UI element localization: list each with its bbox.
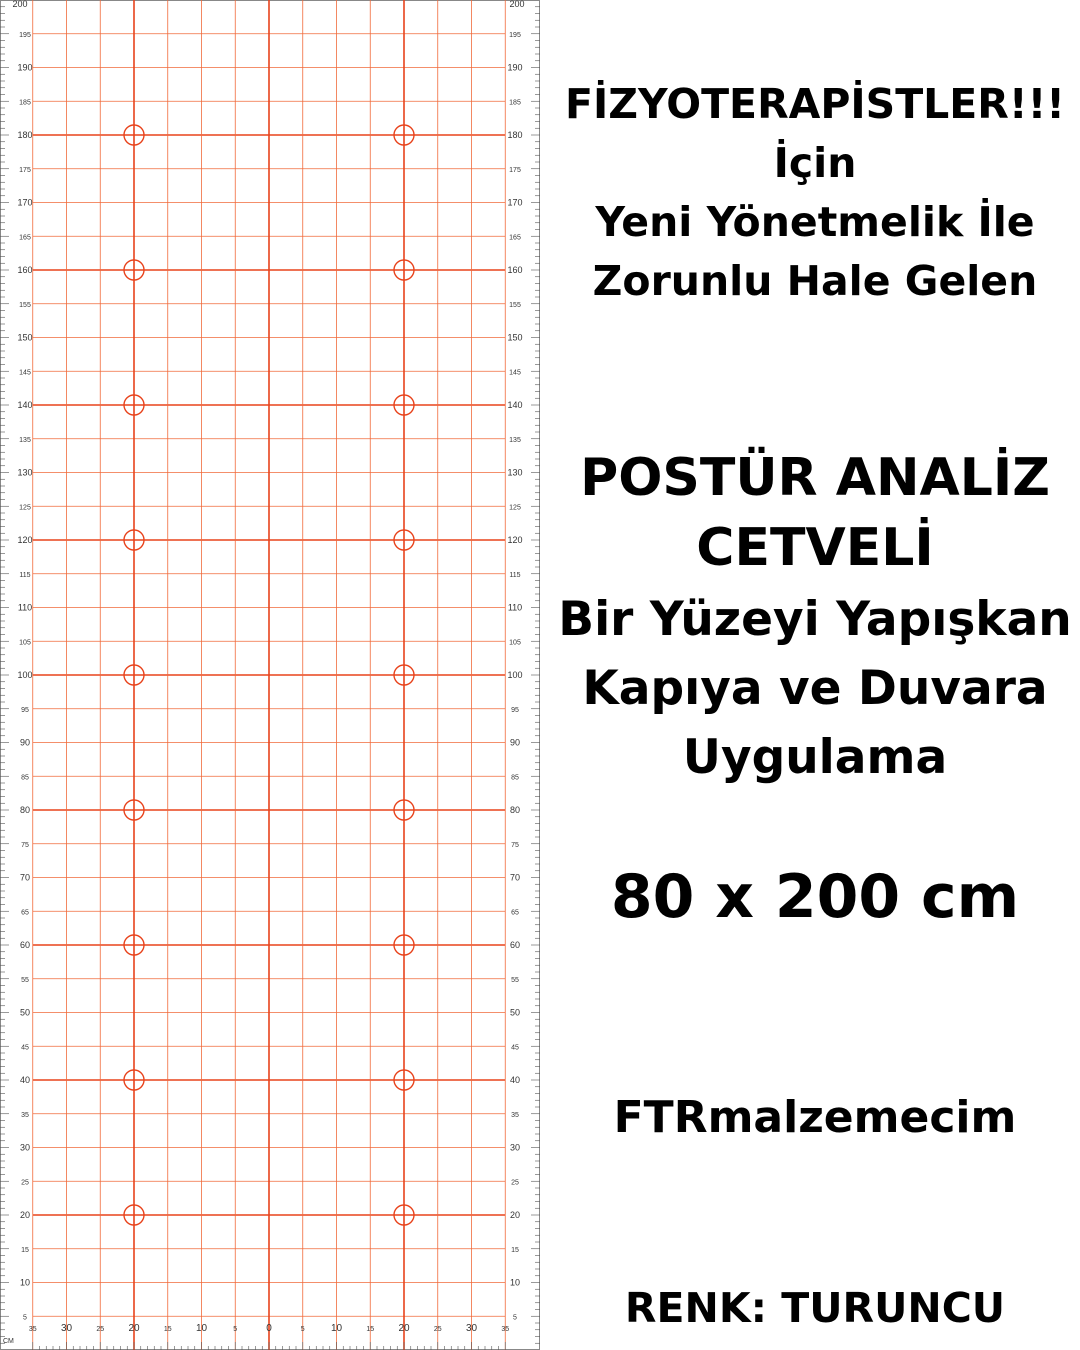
product-description	[550, 0, 1080, 1350]
right-height-label: 5	[513, 1314, 517, 1322]
bottom-width-label: 10	[330, 1323, 343, 1334]
left-height-label: 55	[21, 976, 29, 984]
right-height-label: 75	[511, 841, 519, 849]
bottom-width-label: 0	[266, 1323, 272, 1334]
left-height-label: 45	[21, 1044, 29, 1052]
left-height-label: 85	[21, 774, 29, 782]
right-height-label: 150	[507, 332, 523, 343]
right-height-label: 155	[509, 301, 521, 309]
right-height-label: 180	[507, 130, 523, 140]
title-line-1: POSTÜR ANALİZ	[580, 448, 1050, 508]
subtitle-line-3: Uygulama	[682, 730, 948, 785]
right-height-label: 125	[509, 504, 521, 512]
left-height-label: 5	[23, 1314, 27, 1322]
header-line-1: FİZYOTERAPİSTLER!!!	[565, 80, 1065, 128]
bottom-width-label: 15	[163, 1326, 172, 1333]
bottom-width-label: 35	[28, 1326, 37, 1333]
left-height-label: 70	[19, 872, 31, 883]
left-height-label: 140	[17, 400, 33, 410]
header-line-2: İçin	[773, 139, 857, 187]
right-height-label: 175	[509, 166, 521, 174]
left-height-label: 40	[19, 1075, 31, 1085]
left-height-label: 160	[17, 265, 33, 275]
bottom-width-label: 35	[501, 1326, 510, 1333]
right-height-label: 45	[511, 1044, 519, 1052]
right-height-label: 185	[509, 99, 521, 107]
subtitle-line-2: Kapıya ve Duvara	[582, 661, 1048, 716]
left-height-label: 175	[19, 166, 31, 174]
bottom-width-label: 25	[96, 1326, 105, 1333]
left-height-label: 100	[17, 670, 33, 680]
bottom-width-label: 5	[233, 1326, 238, 1333]
left-height-label: 200	[12, 0, 28, 9]
bottom-width-label: 10	[195, 1323, 208, 1334]
unit-label: CM	[3, 1338, 14, 1345]
right-height-label: 10	[509, 1277, 521, 1288]
header-line-4: Zorunlu Hale Gelen	[592, 257, 1038, 305]
left-height-label: 185	[19, 99, 31, 107]
dimensions-label: 80 x 200 cm	[610, 862, 1020, 932]
left-height-label: 125	[19, 504, 31, 512]
right-height-label: 50	[509, 1007, 521, 1018]
bottom-width-label: 25	[433, 1326, 442, 1333]
right-height-label: 70	[509, 872, 521, 883]
right-height-label: 85	[511, 774, 519, 782]
right-height-label: 100	[507, 670, 523, 680]
left-height-label: 65	[21, 909, 29, 917]
left-height-label: 90	[19, 737, 31, 748]
left-height-label: 135	[19, 436, 31, 444]
left-height-label: 180	[17, 130, 33, 140]
left-height-label: 195	[19, 31, 31, 39]
title-line-2: CETVELİ	[696, 518, 934, 578]
left-height-label: 115	[19, 571, 31, 579]
left-height-label: 120	[17, 535, 33, 545]
left-height-label: 150	[17, 332, 33, 343]
left-height-label: 190	[17, 62, 33, 73]
left-height-label: 35	[21, 1111, 29, 1119]
left-height-label: 80	[19, 805, 31, 815]
left-height-label: 20	[19, 1210, 31, 1220]
left-height-label: 25	[21, 1179, 29, 1187]
subtitle-line-1: Bir Yüzeyi Yapışkan	[558, 592, 1072, 647]
right-height-label: 195	[509, 31, 521, 39]
right-height-label: 15	[511, 1246, 519, 1254]
header-line-3: Yeni Yönetmelik İle	[595, 198, 1035, 246]
bottom-width-label: 15	[366, 1326, 375, 1333]
left-height-label: 145	[19, 369, 31, 377]
bottom-width-label: 30	[465, 1323, 478, 1334]
color-label: RENK: TURUNCU	[624, 1284, 1006, 1332]
right-height-label: 80	[509, 805, 521, 815]
left-height-label: 170	[17, 197, 33, 208]
bottom-width-label: 20	[398, 1323, 410, 1334]
right-height-label: 30	[509, 1142, 521, 1153]
right-height-label: 65	[511, 909, 519, 917]
bottom-width-label: 30	[60, 1323, 73, 1334]
right-height-label: 165	[509, 234, 521, 242]
left-height-label: 10	[19, 1277, 31, 1288]
left-height-label: 105	[19, 639, 31, 647]
right-height-label: 95	[511, 706, 519, 714]
right-height-label: 160	[507, 265, 523, 275]
right-height-label: 25	[511, 1179, 519, 1187]
right-height-label: 90	[509, 737, 521, 748]
right-height-label: 145	[509, 369, 521, 377]
left-height-label: 155	[19, 301, 31, 309]
right-height-label: 40	[509, 1075, 521, 1085]
left-height-label: 130	[17, 467, 33, 478]
bottom-width-label: 5	[300, 1326, 305, 1333]
right-height-label: 135	[509, 436, 521, 444]
left-height-label: 15	[21, 1246, 29, 1254]
right-height-label: 190	[507, 62, 523, 73]
right-height-label: 140	[507, 400, 523, 410]
right-height-label: 110	[507, 602, 523, 613]
left-height-label: 165	[19, 234, 31, 242]
right-height-label: 120	[507, 535, 523, 545]
left-height-label: 50	[19, 1007, 31, 1018]
right-height-label: 55	[511, 976, 519, 984]
left-height-label: 60	[19, 940, 31, 950]
bottom-width-label: 20	[128, 1323, 140, 1334]
right-height-label: 20	[509, 1210, 521, 1220]
right-height-label: 170	[507, 197, 523, 208]
left-height-label: 75	[21, 841, 29, 849]
left-height-label: 30	[19, 1142, 31, 1153]
brand-name: FTRmalzemecim	[613, 1092, 1017, 1143]
left-height-label: 95	[21, 706, 29, 714]
right-height-label: 130	[507, 467, 523, 478]
right-height-label: 115	[509, 571, 521, 579]
right-height-label: 105	[509, 639, 521, 647]
right-height-label: 60	[509, 940, 521, 950]
right-height-label: 200	[509, 0, 525, 9]
left-height-label: 110	[17, 602, 33, 613]
right-height-label: 35	[511, 1111, 519, 1119]
